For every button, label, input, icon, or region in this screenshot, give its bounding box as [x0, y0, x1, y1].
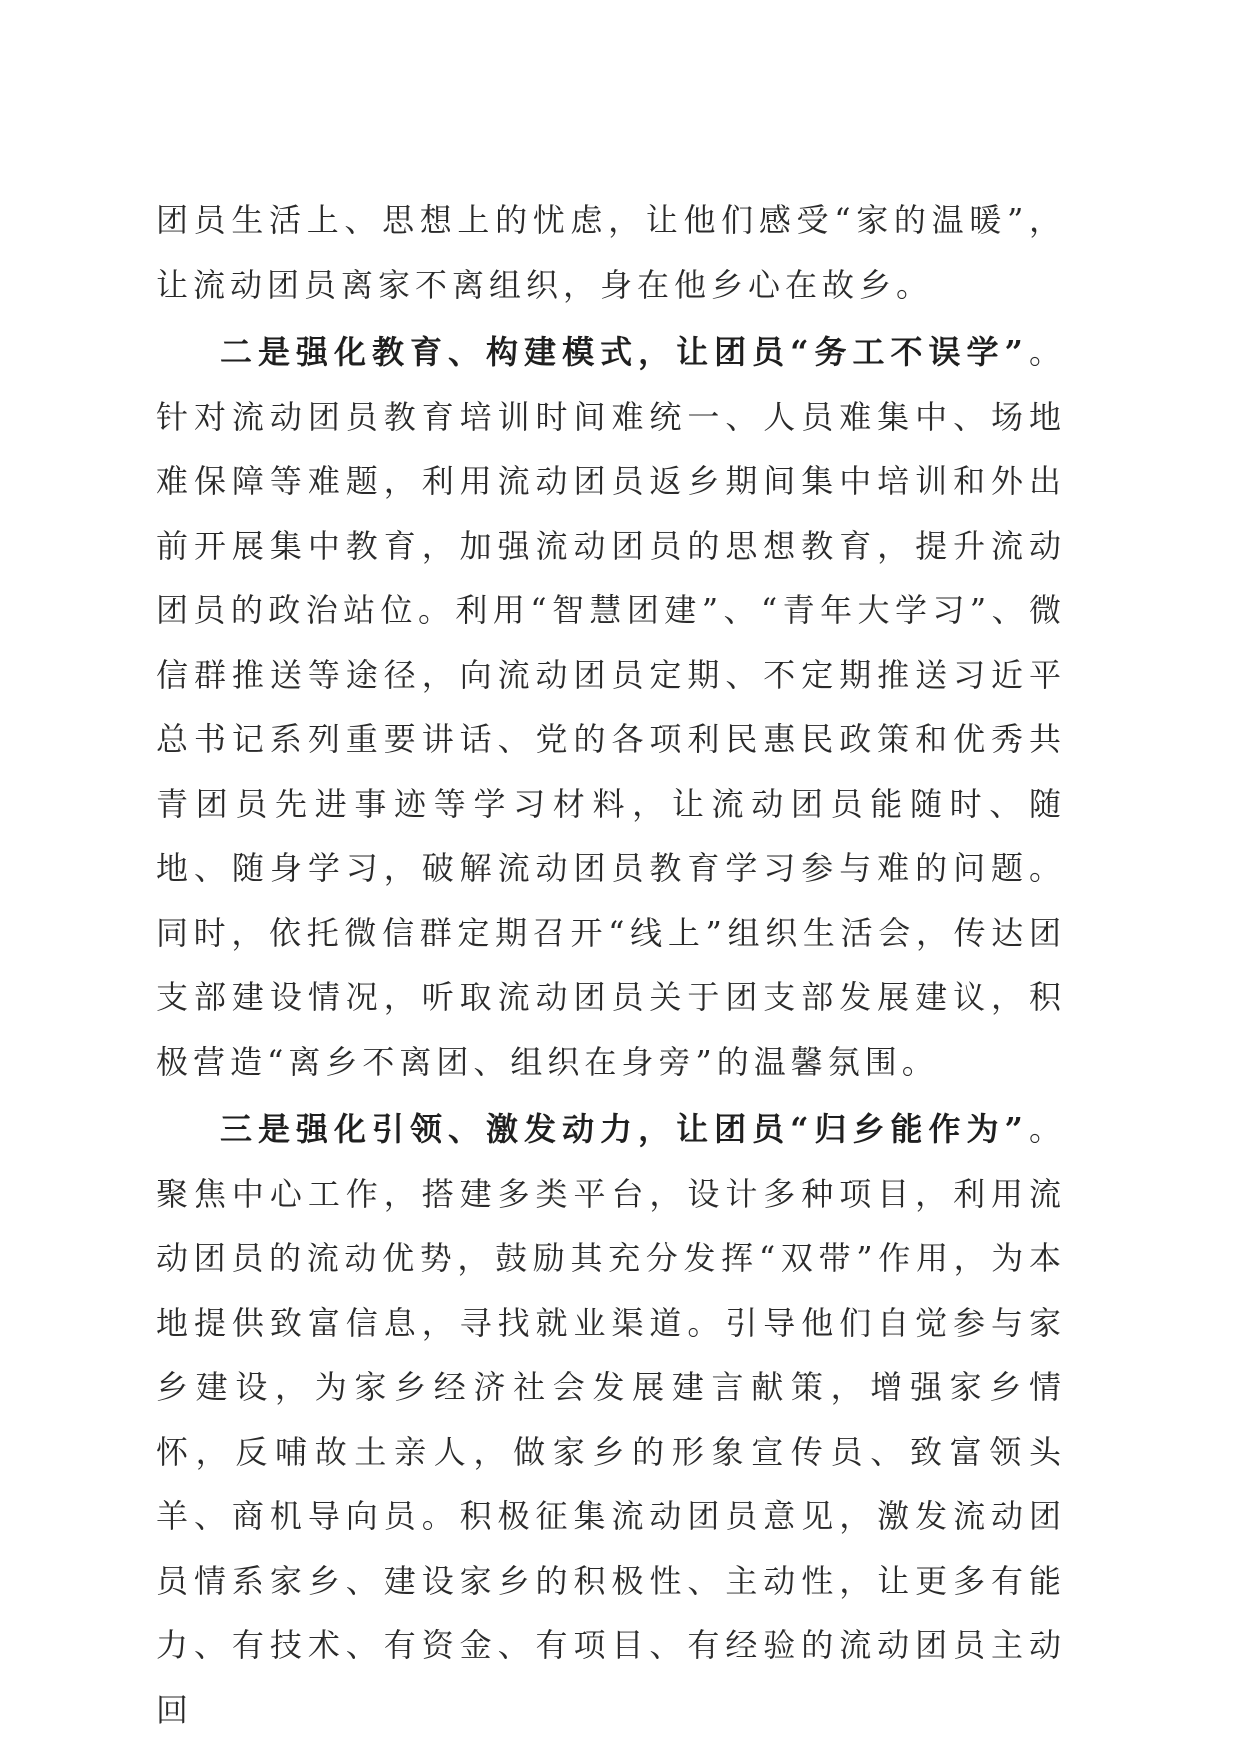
paragraph-text: 。针对流动团员教育培训时间难统一、人员难集中、场地难保障等难题，利用流动团员返乡期间集中培训和外出前开展集中教育，加强流动团员的思想教育，提升流动团员的政治站位。利用“智慧团建”、“青年大学习”、微信群推送等途径，向流动团员定期、不定期推送习近平总书记系列重要讲话、党的各项利民惠民政策和优秀共青团员先进事迹等学习材料，让流动团员能随时、随地、随身学习，破解流动团员教育学习参与难的问题。同时，依托微信群定期召开“线上”组织生活会，传达团支部建设情况，听取流动团员关于团支部发展建议，积极营造“离乡不离团、组织在身旁”的温馨氛围。	[156, 333, 1066, 1081]
paragraph-continuation	[156, 188, 1066, 317]
paragraph-text: 。聚焦中心工作，搭建多类平台，设计多种项目，利用流动团员的流动优势，鼓励其充分发挥“双带”作用，为本地提供致富信息，寻找就业渠道。引导他们自觉参与家乡建设，为家乡经济社会发展建言献策，增强家乡情怀，反哺故土亲人，做家乡的形象宣传员、致富领头羊、商机导向员。积极征集流动团员意见，激发流动团员情系家乡、建设家乡的积极性、主动性，让更多有能力、有技术、有资金、有项目、有经验的流动团员主动回	[156, 1110, 1066, 1729]
document-body	[156, 188, 1066, 1742]
paragraph-second-point	[156, 320, 1066, 1094]
paragraph-lead-heading: 三是强化引领、激发动力，让团员“归乡能作为”	[220, 1110, 1028, 1148]
paragraph-lead-heading: 二是强化教育、构建模式，让团员“务工不误学”	[220, 333, 1028, 371]
paragraph-text: 团员生活上、思想上的忧虑，让他们感受“家的温暖”，让流动团员离家不离组织，身在他乡心在故乡。	[156, 201, 1066, 304]
paragraph-third-point	[156, 1097, 1066, 1742]
